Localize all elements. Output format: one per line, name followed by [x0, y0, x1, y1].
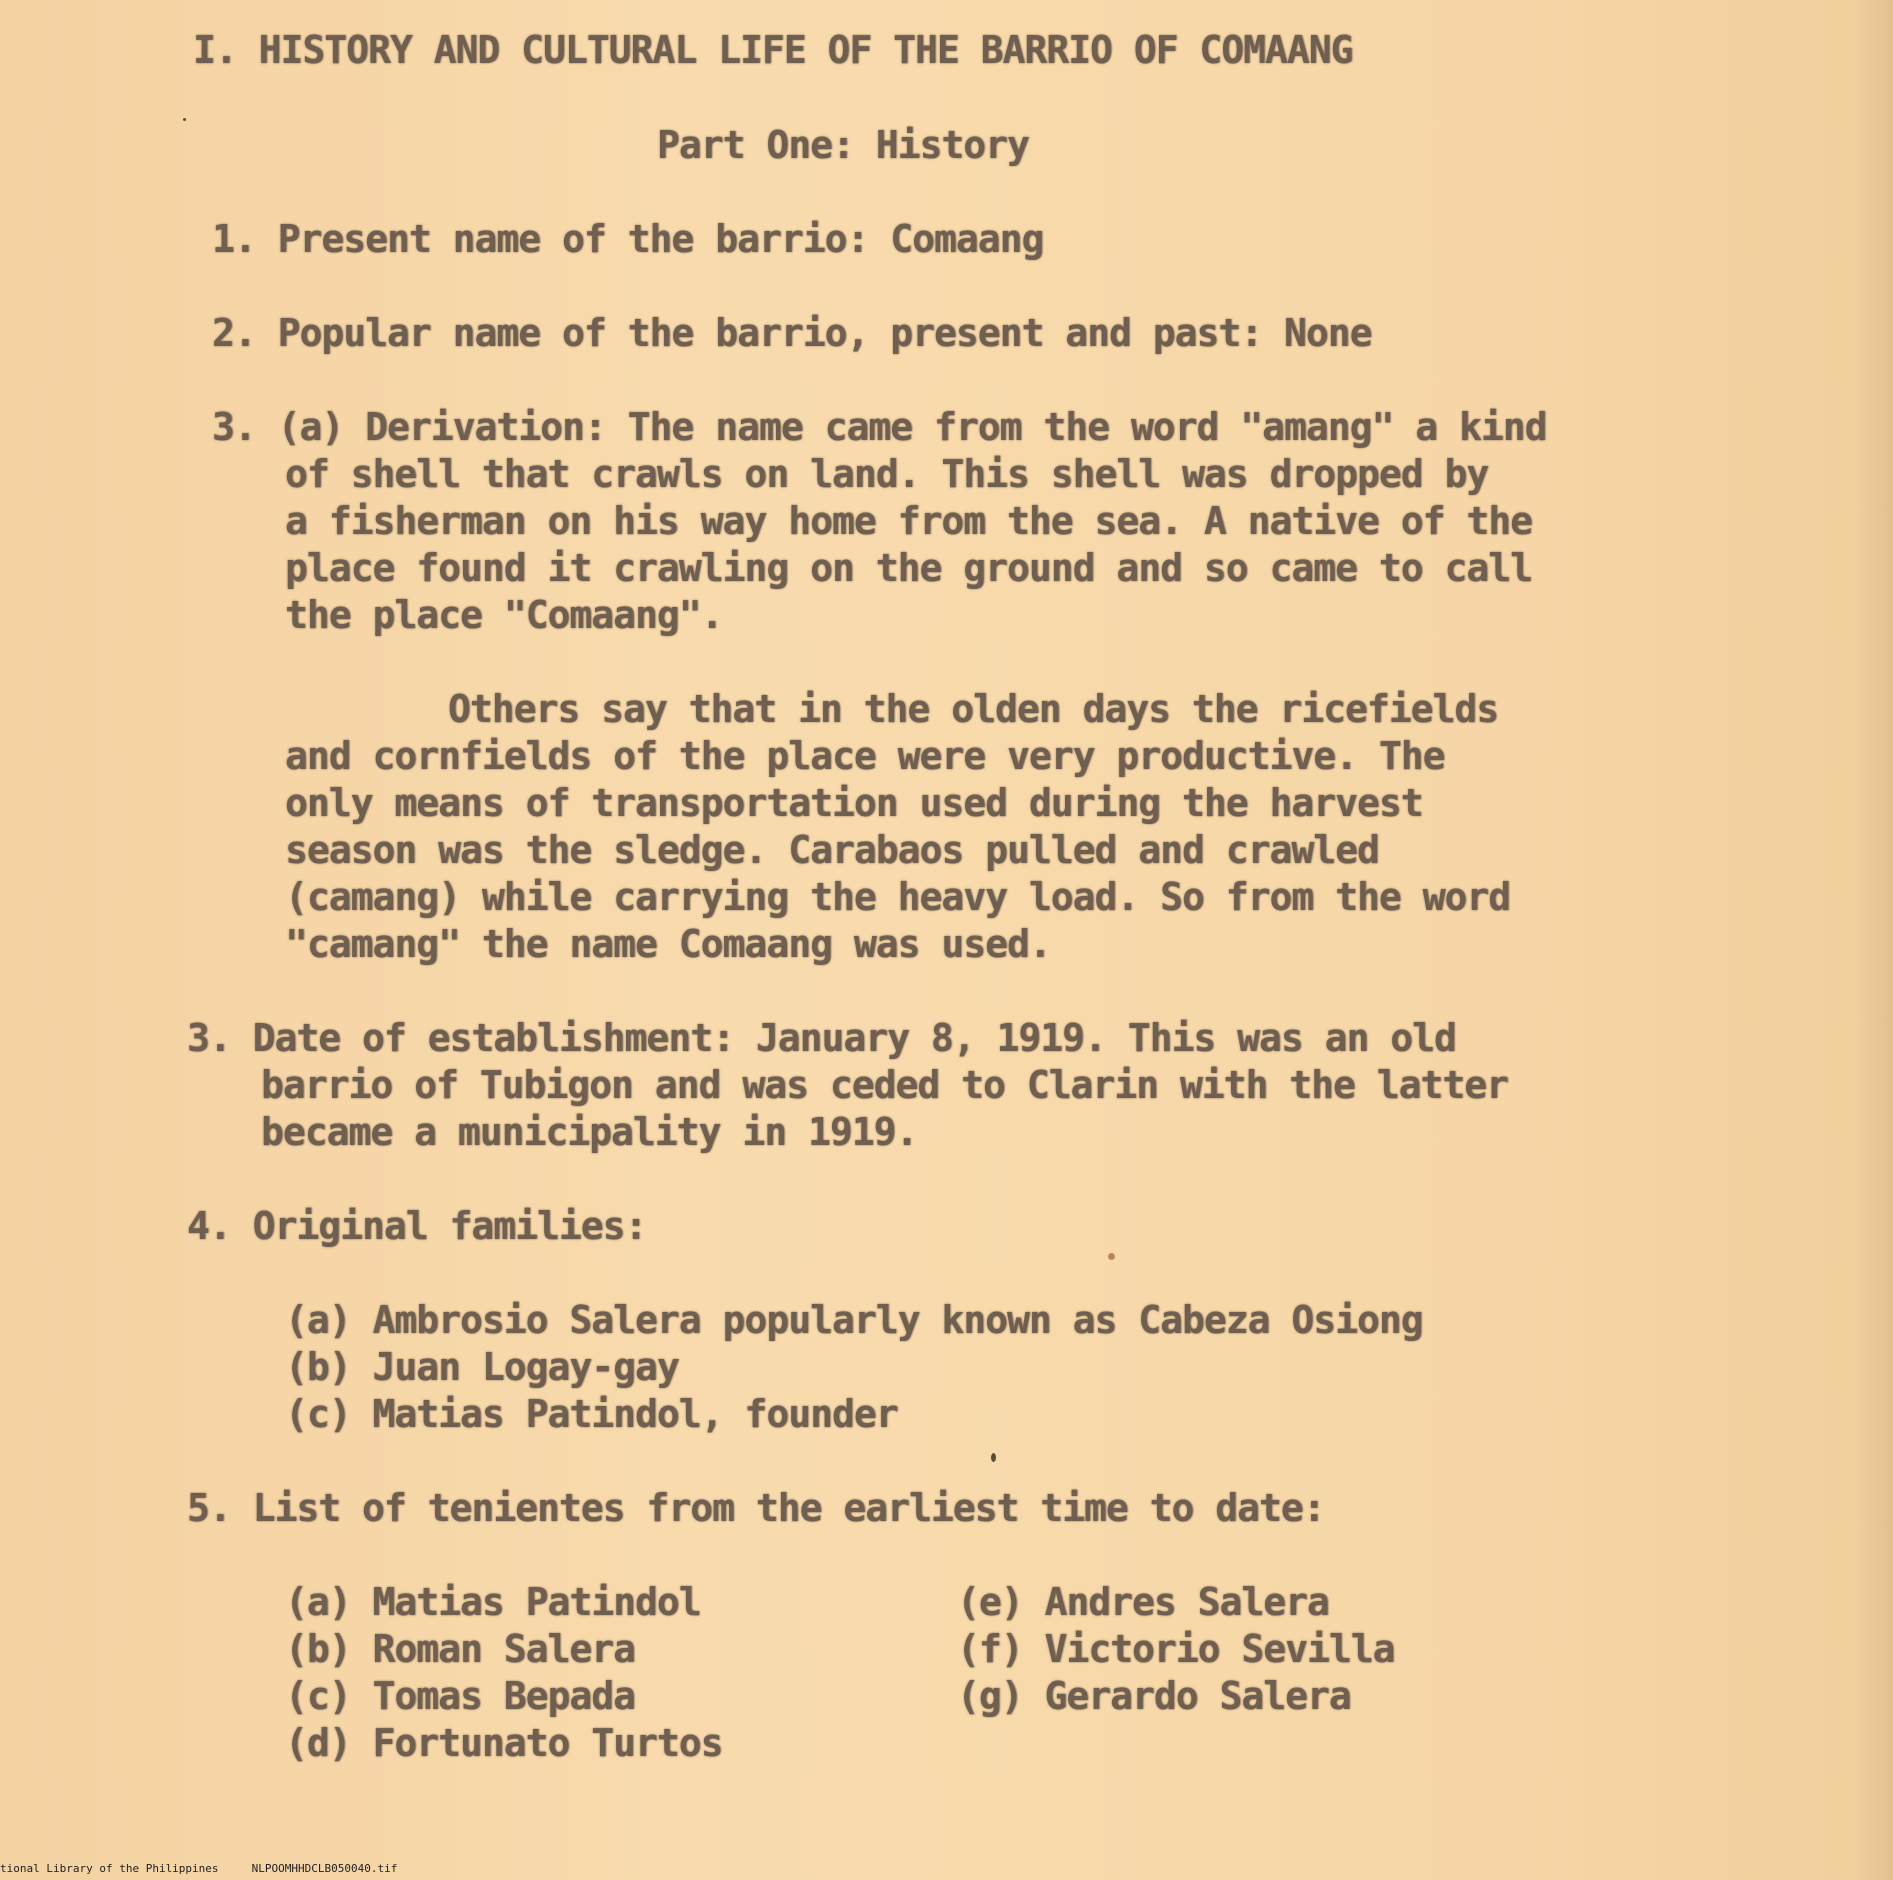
tenientes-title: 5. List of tenientes from the earliest time to date:: [187, 1486, 1325, 1530]
paper-speck: [183, 118, 186, 121]
others-line: (camang) while carrying the heavy load. So from the word: [285, 875, 1511, 919]
families-title: 4. Original families:: [187, 1204, 647, 1248]
others-line: "camang" the name Comaang was used.: [285, 922, 1051, 966]
item-popular-name: 2. Popular name of the barrio, present and past: None: [212, 311, 1372, 355]
family-item: (a) Ambrosio Salera popularly known as Cabeza Osiong: [285, 1298, 1423, 1342]
establishment-line: became a municipality in 1919.: [261, 1110, 918, 1154]
teniente-item: (e) Andres Salera: [957, 1580, 1329, 1624]
derivation-line: 3. (a) Derivation: The name came from the word "amang" a kind: [212, 405, 1547, 449]
teniente-item: (f) Victorio Sevilla: [957, 1627, 1395, 1671]
derivation-line: a fisherman on his way home from the sea. A native of the: [285, 499, 1533, 543]
teniente-item: (a) Matias Patindol: [285, 1580, 701, 1624]
family-item: (c) Matias Patindol, founder: [285, 1392, 898, 1436]
derivation-line: place found it crawling on the ground and so came to call: [285, 546, 1533, 590]
teniente-item: (g) Gerardo Salera: [957, 1674, 1351, 1718]
footer-filename: NLPOOMHHDCLB050040.tif: [251, 1862, 398, 1875]
others-line: season was the sledge. Carabaos pulled and crawled: [285, 828, 1379, 872]
section-subheading: Part One: History: [657, 123, 1029, 167]
teniente-item: (c) Tomas Bepada: [285, 1674, 636, 1718]
others-line: and cornfields of the place were very productive. The: [285, 734, 1445, 778]
others-line: only means of transportation used during the harvest: [285, 781, 1423, 825]
others-line: Others say that in the olden days the ricefields: [448, 687, 1499, 731]
derivation-line: the place "Comaang".: [285, 593, 723, 637]
teniente-item: (b) Roman Salera: [285, 1627, 636, 1671]
page-edge-shadow: [1855, 0, 1893, 1880]
establishment-line: 3. Date of establishment: January 8, 1919. This was an old: [187, 1016, 1456, 1060]
footer-library: tional Library of the Philippines: [0, 1862, 219, 1875]
scan-footer: [0, 1862, 397, 1876]
family-item: (b) Juan Logay-gay: [285, 1345, 679, 1389]
derivation-line: of shell that crawls on land. This shell was dropped by: [285, 452, 1489, 496]
paper-speck: [1108, 1253, 1115, 1260]
item-present-name: 1. Present name of the barrio: Comaang: [212, 217, 1044, 261]
teniente-item: (d) Fortunato Turtos: [285, 1721, 723, 1765]
document-heading: I. HISTORY AND CULTURAL LIFE OF THE BARRIO OF COMAANG: [193, 28, 1353, 72]
establishment-line: barrio of Tubigon and was ceded to Clarin with the latter: [261, 1063, 1509, 1107]
paper-speck: [991, 1453, 996, 1462]
